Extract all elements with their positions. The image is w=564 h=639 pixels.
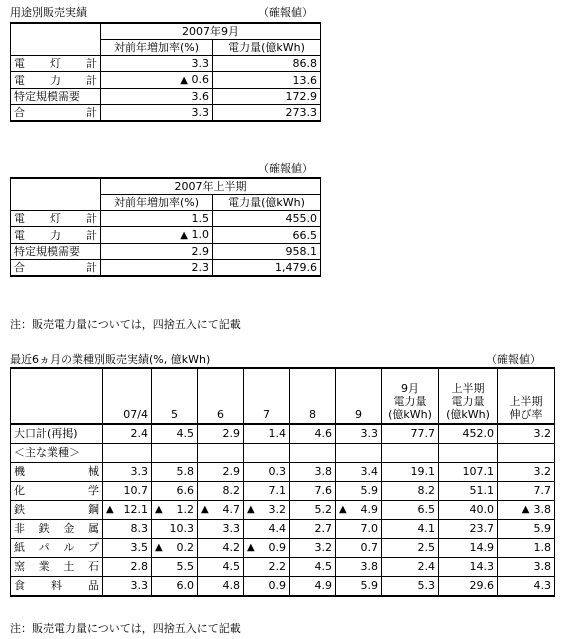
h1-power-value: 40.0 <box>439 501 498 520</box>
industry-sales-table <box>10 367 555 597</box>
section2-confirmed-label: （確報値） <box>258 162 313 175</box>
monthly-growth-value: 2.7 <box>290 520 336 539</box>
industry-row <box>11 463 555 482</box>
table-row <box>11 244 321 260</box>
h1-power-header-line3: (億kWh) <box>446 408 490 421</box>
monthly-growth-value <box>152 501 198 520</box>
monthly-growth-value: 6.0 <box>152 577 198 597</box>
monthly-growth-value: 5.2 <box>290 501 336 520</box>
monthly-growth-value <box>336 501 382 520</box>
sep-power-value: 5.3 <box>382 577 439 597</box>
value-wrap <box>201 501 240 519</box>
total-h1-power: 452.0 <box>439 424 498 444</box>
monthly-growth-value <box>244 501 290 520</box>
h1-growth-value: 7.7 <box>498 482 555 501</box>
growth-number: 12.1 <box>123 503 148 516</box>
table-row <box>11 72 321 89</box>
col-power-header: 電力量(億kWh) <box>213 195 321 211</box>
industry-row <box>11 577 555 597</box>
change-value <box>101 227 213 244</box>
sep-power-value: 4.1 <box>382 520 439 539</box>
row-label: 特定規模需要 <box>11 89 101 105</box>
monthly-growth-value <box>198 501 244 520</box>
monthly-growth-value: 3.8 <box>336 558 382 577</box>
h1-power-header <box>439 368 498 424</box>
table-header-row <box>11 368 555 424</box>
table-row <box>11 56 321 72</box>
h1-growth-header-line1: 上半期 <box>509 395 543 408</box>
row-label: 合計 <box>11 105 101 122</box>
month-header-3: 6 <box>198 368 244 424</box>
monthly-growth-value: 3.4 <box>336 463 382 482</box>
change-number: 0.6 <box>191 73 209 86</box>
monthly-growth-value: 7.1 <box>244 482 290 501</box>
h1-power-header-line2: 電力量 <box>451 395 485 408</box>
row-label: 電力計 <box>11 227 101 244</box>
monthly-growth-value: 4.4 <box>244 520 290 539</box>
growth-number: 4.9 <box>360 503 378 516</box>
total-h1-growth: 3.2 <box>498 424 555 444</box>
h1-power-value: 29.6 <box>439 577 498 597</box>
industry-label: 化学 <box>11 482 103 501</box>
sep-power-value: 2.4 <box>382 558 439 577</box>
monthly-growth-value: 2.2 <box>244 558 290 577</box>
sep-power-value: 8.2 <box>382 482 439 501</box>
monthly-growth-value <box>152 539 198 558</box>
negative-triangle-icon: ▲ <box>180 230 188 241</box>
value-wrap <box>106 501 148 519</box>
change-value <box>101 244 213 260</box>
month-header-4: 7 <box>244 368 290 424</box>
power-value: 958.1 <box>213 244 321 260</box>
change-number: 3.3 <box>191 57 209 70</box>
monthly-growth-value: 4.5 <box>290 558 336 577</box>
negative-triangle-icon: ▲ <box>247 542 255 553</box>
h1-growth-value: 5.9 <box>498 520 555 539</box>
monthly-growth-value: 7.0 <box>336 520 382 539</box>
industry-label: 鉄鋼 <box>11 501 103 520</box>
monthly-growth-value: 3.3 <box>198 520 244 539</box>
h1-growth-value: 3.8 <box>498 558 555 577</box>
negative-triangle-icon: ▲ <box>521 504 530 515</box>
monthly-growth-value: 0.7 <box>336 539 382 558</box>
section1-title: 用途別販売実績 <box>10 6 87 19</box>
industry-label: 非鉄金属 <box>11 520 103 539</box>
h1-power-value: 14.9 <box>439 539 498 558</box>
monthly-growth-value: 0.9 <box>244 577 290 597</box>
monthly-growth-value: 8.2 <box>198 482 244 501</box>
group-label-row <box>11 444 555 463</box>
monthly-growth-value: 3.3 <box>103 577 152 597</box>
row-label: 特定規模需要 <box>11 244 101 260</box>
month-header-2: 5 <box>152 368 198 424</box>
industry-row <box>11 501 555 520</box>
period-header: 2007年9月 <box>101 23 321 40</box>
table-header-row <box>11 23 321 40</box>
section2-note: 注：販売電力量については，四捨五入にて記載 <box>10 318 241 331</box>
value-wrap <box>501 501 551 519</box>
table-row <box>11 227 321 244</box>
sep-power-value: 6.5 <box>382 501 439 520</box>
change-value <box>101 105 213 122</box>
negative-triangle-icon: ▲ <box>106 504 114 515</box>
section3-note: 注：販売電力量については，四捨五入にて記載 <box>10 622 241 635</box>
total-value: 3.3 <box>336 424 382 444</box>
h1-growth-value <box>498 501 555 520</box>
growth-number: 1.2 <box>176 503 194 516</box>
negative-triangle-icon: ▲ <box>339 504 347 515</box>
row-label: 合計 <box>11 260 101 277</box>
table-row <box>11 211 321 227</box>
total-value: 1.4 <box>244 424 290 444</box>
monthly-growth-value: 10.7 <box>103 482 152 501</box>
monthly-growth-value <box>244 539 290 558</box>
table-row <box>11 260 321 277</box>
negative-triangle-icon: ▲ <box>155 542 163 553</box>
monthly-growth-value: 2.9 <box>198 463 244 482</box>
h1-power-header-line1: 上半期 <box>451 382 485 395</box>
industry-label: 紙パルプ <box>11 539 103 558</box>
value-wrap <box>155 501 194 519</box>
sep-power-header-line3: (億kWh) <box>388 408 432 421</box>
change-value <box>101 89 213 105</box>
monthly-growth-value: 8.3 <box>103 520 152 539</box>
change-number: 3.3 <box>191 106 209 119</box>
sep-power-header <box>382 368 439 424</box>
growth-number: 3.8 <box>533 503 551 516</box>
change-value <box>101 56 213 72</box>
change-number: 2.3 <box>191 261 209 274</box>
total-label: 大口計(再掲) <box>11 424 103 444</box>
change-number: 3.6 <box>191 90 209 103</box>
value-wrap <box>247 501 286 519</box>
h1-power-value: 14.3 <box>439 558 498 577</box>
change-value <box>101 260 213 277</box>
power-value: 86.8 <box>213 56 321 72</box>
monthly-growth-value: 5.9 <box>336 577 382 597</box>
growth-number: 0.2 <box>176 541 194 554</box>
power-value: 1,479.6 <box>213 260 321 277</box>
month-header-1: 07/4 <box>103 368 152 424</box>
monthly-growth-value: 7.6 <box>290 482 336 501</box>
negative-triangle-icon: ▲ <box>247 504 255 515</box>
section1-confirmed-label: （確報値） <box>258 6 313 19</box>
monthly-growth-value: 5.9 <box>336 482 382 501</box>
change-value <box>101 72 213 89</box>
power-value: 273.3 <box>213 105 321 122</box>
monthly-growth-value: 2.8 <box>103 558 152 577</box>
monthly-growth-value: 3.2 <box>290 539 336 558</box>
industry-row <box>11 558 555 577</box>
monthly-growth-value: 4.5 <box>198 558 244 577</box>
sep-power-header-line2: 電力量 <box>393 395 427 408</box>
section3-confirmed-label: （確報値） <box>486 353 541 366</box>
monthly-growth-value: 6.6 <box>152 482 198 501</box>
total-value: 4.5 <box>152 424 198 444</box>
monthly-growth-value: 3.3 <box>103 463 152 482</box>
group-label: ＜主な業種＞ <box>11 444 103 463</box>
industry-row <box>11 539 555 558</box>
sep-power-value: 19.1 <box>382 463 439 482</box>
sep-power-value: 2.5 <box>382 539 439 558</box>
monthly-growth-value: 5.5 <box>152 558 198 577</box>
table-row <box>11 105 321 122</box>
industry-row <box>11 482 555 501</box>
industry-label: 食料品 <box>11 577 103 597</box>
row-label: 電灯計 <box>11 211 101 227</box>
monthly-growth-value: 3.5 <box>103 539 152 558</box>
h1-growth-header-line2: 伸び率 <box>509 408 543 421</box>
monthly-growth-value: 3.8 <box>290 463 336 482</box>
change-value <box>101 211 213 227</box>
h1-power-value: 107.1 <box>439 463 498 482</box>
growth-number: 3.2 <box>268 503 286 516</box>
month-header-5: 8 <box>290 368 336 424</box>
h1-growth-value: 1.8 <box>498 539 555 558</box>
h1-growth-header <box>498 368 555 424</box>
h1-growth-value: 3.2 <box>498 463 555 482</box>
usage-sales-table-2007-sep <box>10 22 321 122</box>
section3-title: 最近6ヵ月の業種別販売実績(%, 億kWh) <box>10 353 211 366</box>
monthly-growth-value: 5.8 <box>152 463 198 482</box>
monthly-growth-value <box>103 501 152 520</box>
h1-power-value: 23.7 <box>439 520 498 539</box>
power-value: 172.9 <box>213 89 321 105</box>
industry-row <box>11 520 555 539</box>
usage-sales-table-2007-h1 <box>10 177 321 277</box>
value-wrap <box>339 501 378 519</box>
negative-triangle-icon: ▲ <box>201 504 209 515</box>
h1-power-value: 51.1 <box>439 482 498 501</box>
industry-label: 窯業土石 <box>11 558 103 577</box>
total-value: 4.6 <box>290 424 336 444</box>
period-header: 2007年上半期 <box>101 178 321 195</box>
growth-number: 0.9 <box>268 541 286 554</box>
table-header-row <box>11 178 321 195</box>
change-number: 1.0 <box>191 228 209 241</box>
total-value: 2.4 <box>103 424 152 444</box>
col-power-header: 電力量(億kWh) <box>213 40 321 56</box>
sep-power-header-line1: 9月 <box>401 382 419 395</box>
power-value: 66.5 <box>213 227 321 244</box>
month-header-6: 9 <box>336 368 382 424</box>
col-change-header: 対前年増加率(%) <box>101 40 213 56</box>
total-row <box>11 424 555 444</box>
row-label: 電灯計 <box>11 56 101 72</box>
negative-triangle-icon: ▲ <box>155 504 163 515</box>
negative-triangle-icon: ▲ <box>180 75 188 86</box>
total-value: 2.9 <box>198 424 244 444</box>
monthly-growth-value: 4.9 <box>290 577 336 597</box>
power-value: 13.6 <box>213 72 321 89</box>
row-label: 電力計 <box>11 72 101 89</box>
change-number: 1.5 <box>191 212 209 225</box>
monthly-growth-value: 4.8 <box>198 577 244 597</box>
monthly-growth-value: 4.2 <box>198 539 244 558</box>
value-wrap <box>155 539 194 557</box>
industry-label: 機械 <box>11 463 103 482</box>
col-change-header: 対前年増加率(%) <box>101 195 213 211</box>
h1-growth-value: 4.3 <box>498 577 555 597</box>
growth-number: 4.7 <box>222 503 240 516</box>
monthly-growth-value: 0.3 <box>244 463 290 482</box>
monthly-growth-value: 10.3 <box>152 520 198 539</box>
table-row <box>11 89 321 105</box>
change-number: 2.9 <box>191 245 209 258</box>
value-wrap <box>247 539 286 557</box>
total-sep-power: 77.7 <box>382 424 439 444</box>
power-value: 455.0 <box>213 211 321 227</box>
